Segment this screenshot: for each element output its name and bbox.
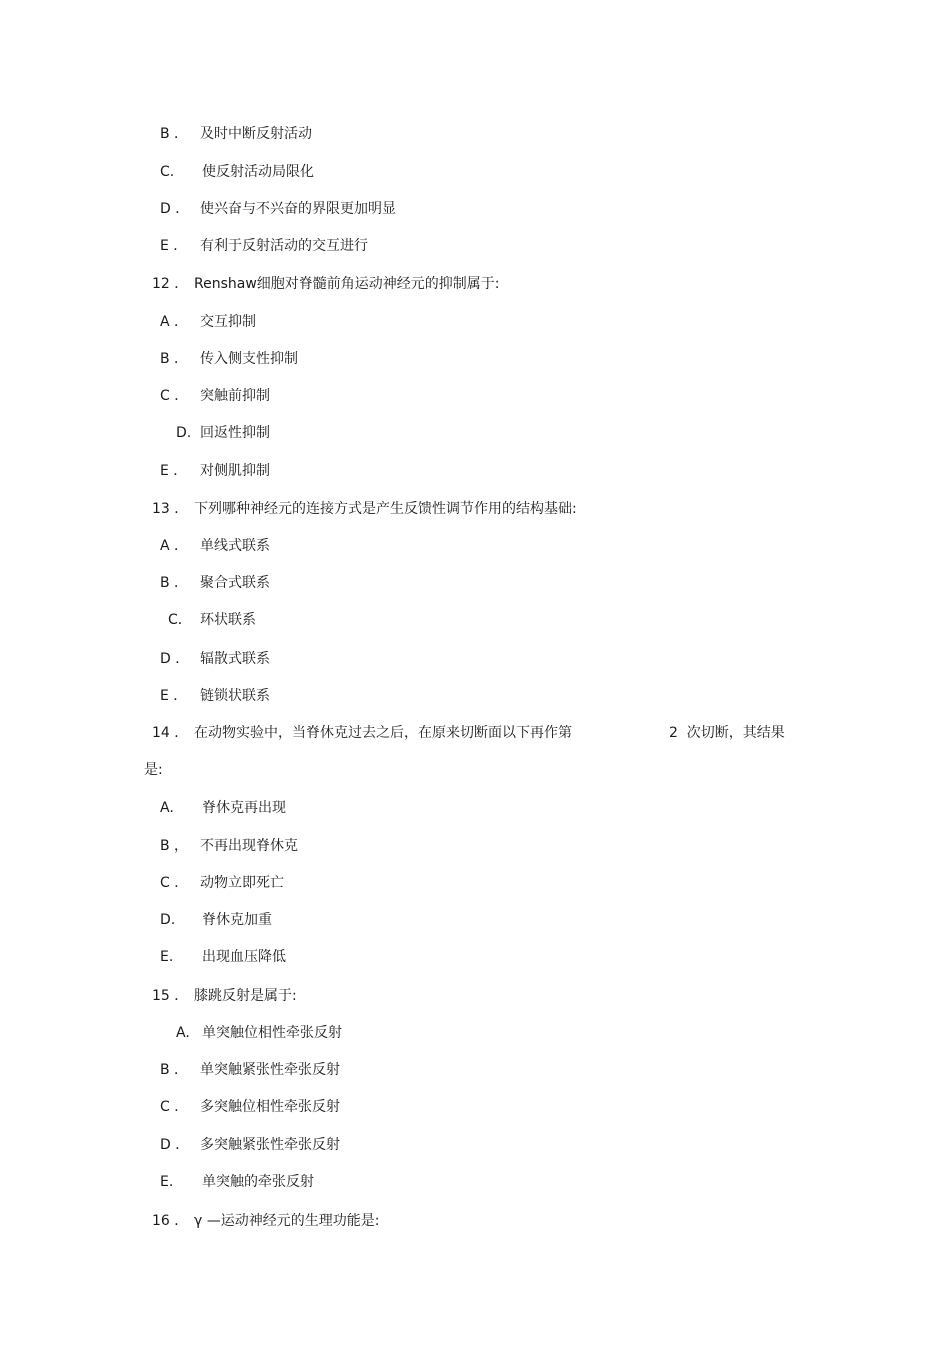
question-number: 14 ． [152, 725, 189, 741]
question-text: 下列哪种神经元的连接方式是产生反馈性调节作用的结构基础: [194, 501, 577, 517]
question-text: 在动物实验中，当脊休克过去之后，在原来切断面以下再作第 [194, 725, 572, 741]
option-text: 对侧肌抑制 [200, 463, 270, 479]
option-text: 单突触紧张性牵张反射 [200, 1062, 340, 1078]
option-text: 单线式联系 [200, 538, 270, 554]
option-label: B ． [160, 126, 189, 142]
option-text: 突触前抑制 [200, 388, 270, 404]
option-text: 单突触的牵张反射 [202, 1174, 314, 1190]
option-label: C ． [160, 1099, 189, 1115]
option-text: 单突触位相性牵张反射 [202, 1025, 342, 1041]
option-label: B ． [160, 351, 189, 367]
option-text: 及时中断反射活动 [200, 126, 312, 142]
option-label: A ． [160, 538, 189, 554]
question-number: 13 ． [152, 501, 189, 517]
option-label: D ． [160, 1137, 190, 1153]
option-label: A. [160, 800, 174, 816]
option-text: 使兴奋与不兴奋的界限更加明显 [200, 201, 396, 217]
option-text: 链锁状联系 [200, 688, 270, 704]
option-text: 不再出现脊休克 [200, 838, 298, 854]
option-label: D. [160, 912, 176, 928]
option-label: D ． [160, 651, 190, 667]
option-text: 多突触紧张性牵张反射 [200, 1137, 340, 1153]
option-text: 回返性抑制 [200, 425, 270, 441]
option-label: E ． [160, 463, 188, 479]
option-text: 多突触位相性牵张反射 [200, 1099, 340, 1115]
question-text: γ —运动神经元的生理功能是: [194, 1213, 380, 1229]
option-text: 动物立即死亡 [200, 875, 284, 891]
option-label: C ． [160, 875, 189, 891]
option-text: 出现血压降低 [202, 949, 286, 965]
option-text: 辐散式联系 [200, 651, 270, 667]
option-label: E ． [160, 688, 188, 704]
option-text: 聚合式联系 [200, 575, 270, 591]
option-text: 脊休克加重 [202, 912, 272, 928]
question-text-continued: 2 次切断，其结果 [669, 725, 785, 741]
option-label: B ． [160, 1062, 189, 1078]
option-label: E. [160, 1174, 174, 1190]
question-number: 12 ． [152, 276, 189, 292]
option-text: 传入侧支性抑制 [200, 351, 298, 367]
option-label: B ， [160, 838, 189, 854]
option-label: B ． [160, 575, 189, 591]
option-text: 有利于反射活动的交互进行 [200, 238, 368, 254]
question-text: 膝跳反射是属于: [194, 988, 297, 1004]
option-text: 脊休克再出现 [202, 800, 286, 816]
option-label: D. [176, 425, 192, 441]
option-label: A ． [160, 314, 189, 330]
option-label: E ． [160, 238, 188, 254]
option-label: E. [160, 949, 174, 965]
option-label: C． [168, 612, 192, 628]
option-label: A. [176, 1025, 190, 1041]
question-text: Renshaw细胞对脊髓前角运动神经元的抑制属于: [194, 276, 500, 292]
question-number: 16 ． [152, 1213, 189, 1229]
option-label: D ． [160, 201, 190, 217]
question-number: 15 ． [152, 988, 189, 1004]
option-text: 使反射活动局限化 [202, 164, 314, 180]
option-text: 环状联系 [200, 612, 256, 628]
option-label: C ． [160, 388, 189, 404]
option-label: C. [160, 164, 175, 180]
option-text: 交互抑制 [200, 314, 256, 330]
question-text-wrap: 是: [144, 762, 163, 778]
